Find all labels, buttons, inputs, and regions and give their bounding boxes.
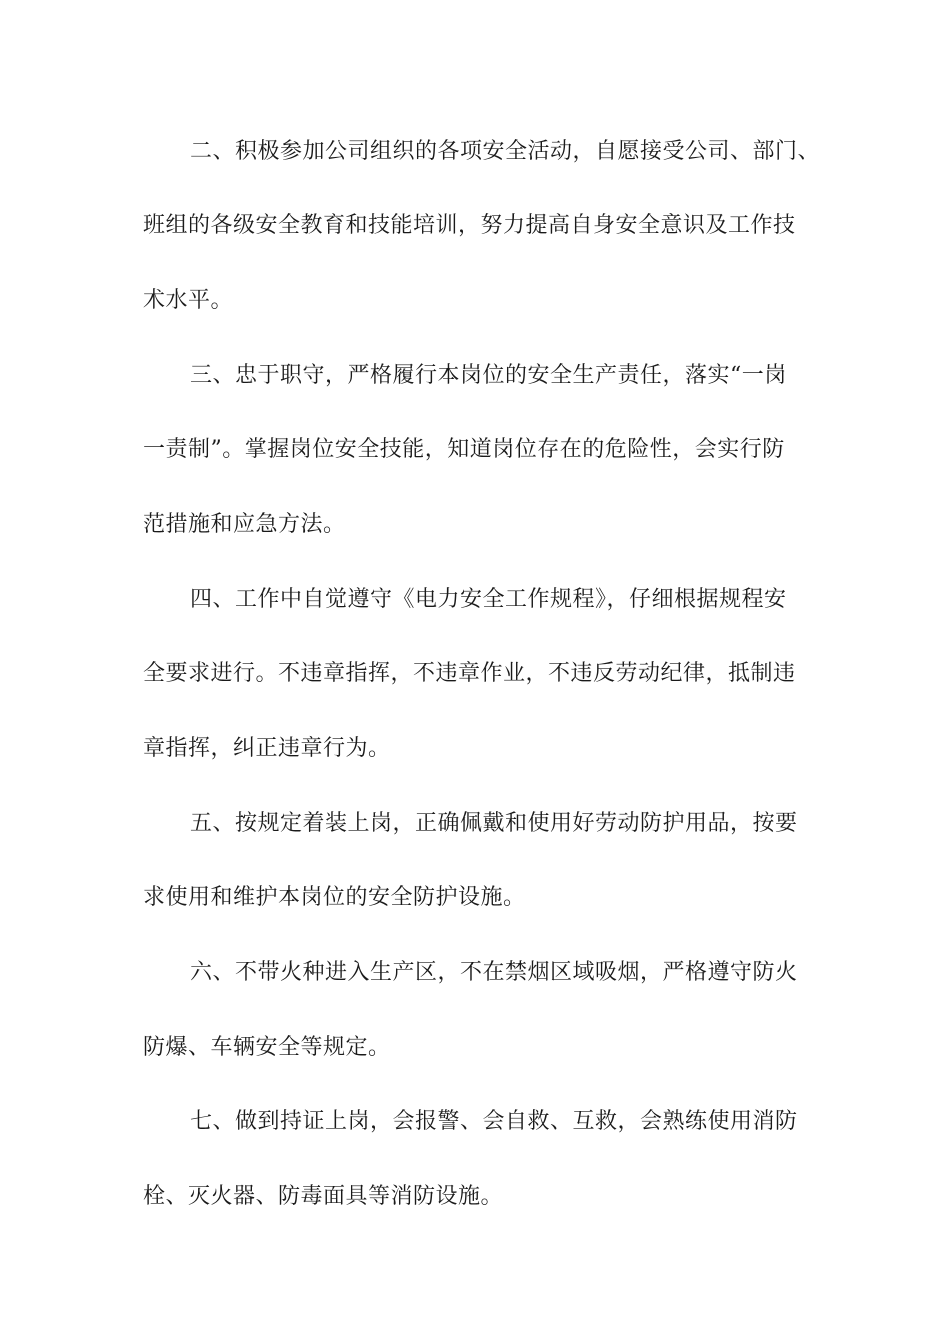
paragraph-2-line-3: 术水平。 bbox=[143, 288, 234, 313]
paragraph-7-line-2: 栓、灭火器、防毒面具等消防设施。 bbox=[143, 1184, 504, 1209]
paragraph-2-line-1: 二、积极参加公司组织的各项安全活动，自愿接受公司、部门、 bbox=[190, 139, 821, 164]
paragraph-2-line-2: 班组的各级安全教育和技能培训，努力提高自身安全意识及工作技 bbox=[143, 213, 796, 238]
paragraph-6-line-1: 六、不带火种进入生产区，不在禁烟区域吸烟，严格遵守防火 bbox=[190, 960, 798, 985]
paragraph-4-line-3: 章指挥，纠正违章行为。 bbox=[143, 736, 391, 761]
paragraph-7-line-1: 七、做到持证上岗，会报警、会自救、互救，会熟练使用消防 bbox=[190, 1109, 798, 1134]
paragraph-3-line-3: 范措施和应急方法。 bbox=[143, 512, 346, 537]
paragraph-4-line-2: 全要求进行。不违章指挥，不违章作业，不违反劳动纪律，抵制违 bbox=[143, 661, 796, 686]
paragraph-5-line-1: 五、按规定着装上岗，正确佩戴和使用好劳动防护用品，按要 bbox=[190, 811, 798, 836]
paragraph-3-line-2: 一责制”。掌握岗位安全技能，知道岗位存在的危险性，会实行防 bbox=[143, 437, 785, 462]
paragraph-4-line-1: 四、工作中自觉遵守《电力安全工作规程》，仔细根据规程安 bbox=[190, 587, 787, 612]
paragraph-3-line-1: 三、忠于职守，严格履行本岗位的安全生产责任，落实“一岗 bbox=[190, 363, 787, 388]
paragraph-5-line-2: 求使用和维护本岗位的安全防护设施。 bbox=[143, 885, 526, 910]
paragraph-6-line-2: 防爆、车辆安全等规定。 bbox=[143, 1035, 391, 1060]
